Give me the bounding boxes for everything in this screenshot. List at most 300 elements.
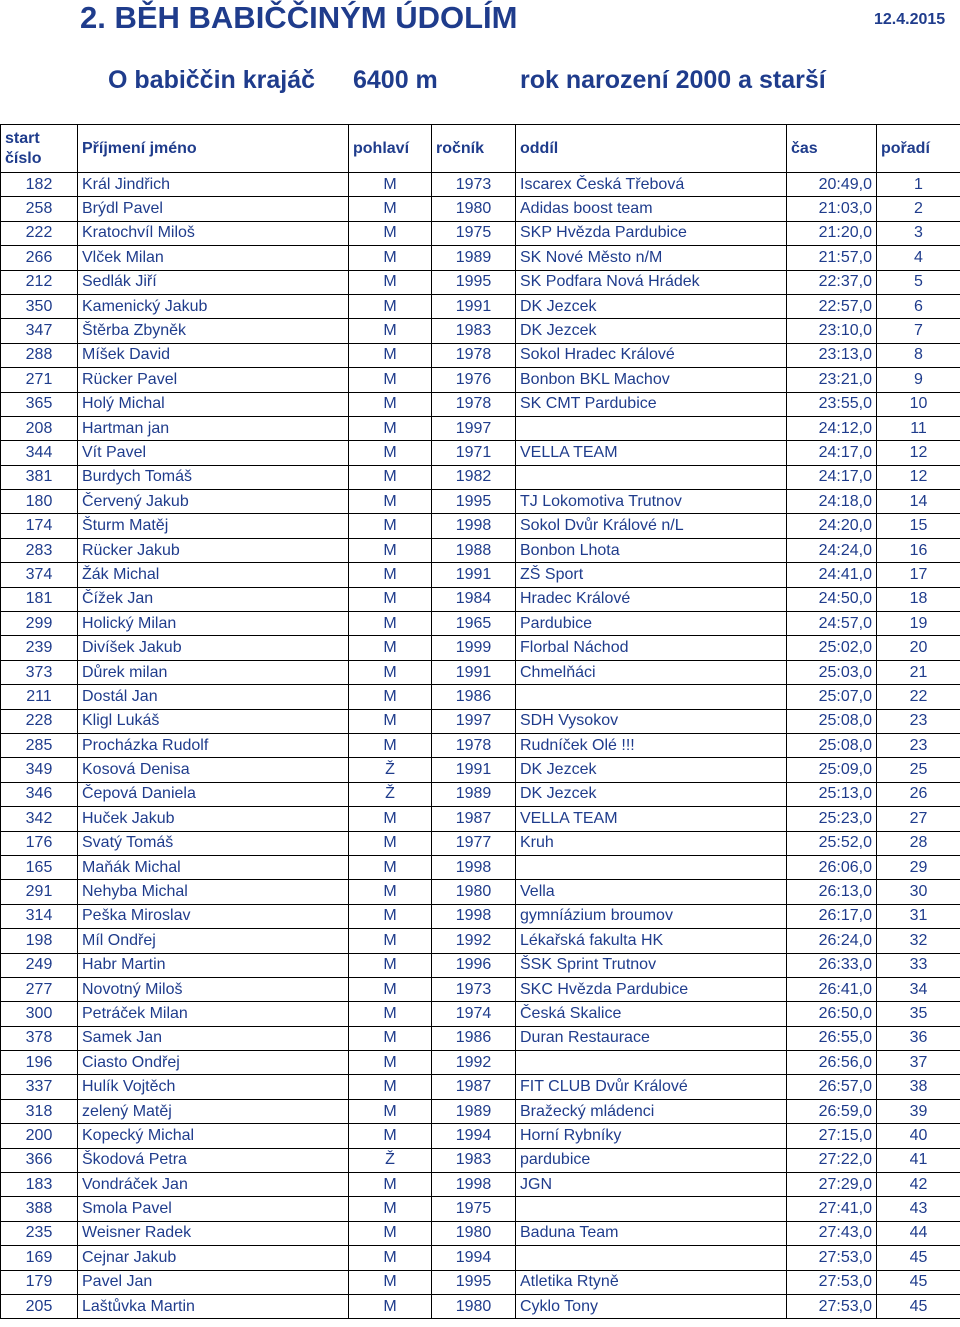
cell-name: Nehyba Michal <box>78 880 349 904</box>
table-row <box>1 343 960 367</box>
cell-rank: 20 <box>877 636 960 660</box>
header-row <box>1 125 960 173</box>
cell-name: Procházka Rudolf <box>78 733 349 757</box>
cell-rank: 22 <box>877 685 960 709</box>
table-row <box>1 1099 960 1123</box>
cell-gender: M <box>349 173 432 197</box>
cell-rank: 32 <box>877 929 960 953</box>
cell-name: Cejnar Jakub <box>78 1246 349 1270</box>
cell-club: DK Jezcek <box>516 782 787 806</box>
cell-time: 26:55,0 <box>787 1026 877 1050</box>
cell-start-number: 169 <box>1 1246 78 1270</box>
cell-year: 1989 <box>432 246 516 270</box>
cell-gender: M <box>349 977 432 1001</box>
table-row <box>1 733 960 757</box>
cell-start-number: 205 <box>1 1294 78 1318</box>
cell-start-number: 179 <box>1 1270 78 1294</box>
cell-gender: M <box>349 1246 432 1270</box>
cell-club: Rudníček Olé !!! <box>516 733 787 757</box>
cell-year: 1995 <box>432 1270 516 1294</box>
table-row <box>1 855 960 879</box>
column-header-start-number <box>1 125 78 173</box>
cell-club: Baduna Team <box>516 1221 787 1245</box>
cell-year: 1987 <box>432 1075 516 1099</box>
column-header-club: oddíl <box>516 125 787 173</box>
cell-gender: M <box>349 319 432 343</box>
cell-club: Duran Restaurace <box>516 1026 787 1050</box>
cell-gender: M <box>349 368 432 392</box>
cell-club: Vella <box>516 880 787 904</box>
cell-club: Horní Rybníky <box>516 1124 787 1148</box>
column-header-time: čas <box>787 125 877 173</box>
cell-time: 27:29,0 <box>787 1173 877 1197</box>
cell-year: 1983 <box>432 319 516 343</box>
cell-club <box>516 1051 787 1075</box>
cell-rank: 15 <box>877 514 960 538</box>
cell-name: Čepová Daniela <box>78 782 349 806</box>
cell-time: 26:13,0 <box>787 880 877 904</box>
cell-start-number: 318 <box>1 1099 78 1123</box>
cell-year: 1989 <box>432 782 516 806</box>
cell-club <box>516 685 787 709</box>
table-row <box>1 660 960 684</box>
cell-rank: 17 <box>877 563 960 587</box>
cell-time: 26:59,0 <box>787 1099 877 1123</box>
column-header-year: ročník <box>432 125 516 173</box>
cell-rank: 31 <box>877 904 960 928</box>
table-row <box>1 587 960 611</box>
table-row <box>1 953 960 977</box>
cell-club: Cyklo Tony <box>516 1294 787 1318</box>
cell-club: pardubice <box>516 1148 787 1172</box>
cell-gender: M <box>349 953 432 977</box>
cell-gender: M <box>349 294 432 318</box>
cell-start-number: 208 <box>1 416 78 440</box>
cell-time: 24:20,0 <box>787 514 877 538</box>
cell-club <box>516 416 787 440</box>
cell-start-number: 373 <box>1 660 78 684</box>
cell-time: 23:55,0 <box>787 392 877 416</box>
table-row <box>1 1002 960 1026</box>
cell-gender: M <box>349 807 432 831</box>
cell-name: Dostál Jan <box>78 685 349 709</box>
cell-time: 23:13,0 <box>787 343 877 367</box>
cell-club: Iscarex Česká Třebová <box>516 173 787 197</box>
cell-name: Holický Milan <box>78 612 349 636</box>
cell-start-number: 235 <box>1 1221 78 1245</box>
cell-time: 26:50,0 <box>787 1002 877 1026</box>
cell-year: 1992 <box>432 929 516 953</box>
cell-year: 1995 <box>432 490 516 514</box>
cell-rank: 43 <box>877 1197 960 1221</box>
cell-gender: M <box>349 904 432 928</box>
cell-name: Peška Miroslav <box>78 904 349 928</box>
cell-year: 1973 <box>432 173 516 197</box>
cell-gender: M <box>349 343 432 367</box>
cell-start-number: 344 <box>1 441 78 465</box>
table-row <box>1 416 960 440</box>
cell-name: Kligl Lukáš <box>78 709 349 733</box>
cell-rank: 16 <box>877 538 960 562</box>
cell-rank: 26 <box>877 782 960 806</box>
cell-start-number: 200 <box>1 1124 78 1148</box>
cell-gender: M <box>349 709 432 733</box>
cell-gender: M <box>349 1051 432 1075</box>
cell-rank: 12 <box>877 465 960 489</box>
cell-gender: M <box>349 246 432 270</box>
cell-year: 1991 <box>432 660 516 684</box>
cell-rank: 45 <box>877 1246 960 1270</box>
cell-club: VELLA TEAM <box>516 441 787 465</box>
cell-time: 21:03,0 <box>787 197 877 221</box>
cell-name: Šturm Matěj <box>78 514 349 538</box>
column-header-gender: pohlaví <box>349 125 432 173</box>
table-row <box>1 1197 960 1221</box>
cell-time: 26:41,0 <box>787 977 877 1001</box>
cell-gender: M <box>349 587 432 611</box>
table-row <box>1 1221 960 1245</box>
cell-name: Samek Jan <box>78 1026 349 1050</box>
cell-club: Atletika Rtyně <box>516 1270 787 1294</box>
cell-name: Sedlák Jiří <box>78 270 349 294</box>
cell-year: 1980 <box>432 1221 516 1245</box>
cell-club: Hradec Králové <box>516 587 787 611</box>
table-row <box>1 1270 960 1294</box>
table-row <box>1 929 960 953</box>
table-row <box>1 246 960 270</box>
cell-gender: M <box>349 221 432 245</box>
cell-year: 1988 <box>432 538 516 562</box>
cell-start-number: 258 <box>1 197 78 221</box>
cell-gender: M <box>349 1197 432 1221</box>
cell-gender: M <box>349 636 432 660</box>
cell-gender: M <box>349 612 432 636</box>
cell-gender: M <box>349 1124 432 1148</box>
cell-rank: 44 <box>877 1221 960 1245</box>
table-row <box>1 977 960 1001</box>
table-row <box>1 636 960 660</box>
cell-year: 1991 <box>432 563 516 587</box>
cell-club: SK Podfara Nová Hrádek <box>516 270 787 294</box>
cell-time: 25:03,0 <box>787 660 877 684</box>
cell-rank: 34 <box>877 977 960 1001</box>
cell-rank: 23 <box>877 709 960 733</box>
cell-start-number: 211 <box>1 685 78 709</box>
table-row <box>1 709 960 733</box>
cell-start-number: 366 <box>1 1148 78 1172</box>
cell-rank: 28 <box>877 831 960 855</box>
cell-time: 27:53,0 <box>787 1246 877 1270</box>
cell-start-number: 285 <box>1 733 78 757</box>
table-row <box>1 368 960 392</box>
cell-rank: 37 <box>877 1051 960 1075</box>
cell-time: 21:57,0 <box>787 246 877 270</box>
cell-gender: M <box>349 1075 432 1099</box>
cell-year: 1991 <box>432 294 516 318</box>
cell-time: 25:52,0 <box>787 831 877 855</box>
cell-club <box>516 465 787 489</box>
cell-time: 24:57,0 <box>787 612 877 636</box>
cell-club <box>516 855 787 879</box>
table-row <box>1 1173 960 1197</box>
cell-rank: 33 <box>877 953 960 977</box>
cell-name: Novotný Miloš <box>78 977 349 1001</box>
cell-rank: 11 <box>877 416 960 440</box>
cell-year: 1971 <box>432 441 516 465</box>
cell-year: 1998 <box>432 855 516 879</box>
cell-time: 26:56,0 <box>787 1051 877 1075</box>
cell-name: Habr Martin <box>78 953 349 977</box>
cell-name: Škodová Petra <box>78 1148 349 1172</box>
cell-start-number: 299 <box>1 612 78 636</box>
cell-club: Bražecký mládenci <box>516 1099 787 1123</box>
cell-time: 24:50,0 <box>787 587 877 611</box>
cell-rank: 9 <box>877 368 960 392</box>
cell-rank: 6 <box>877 294 960 318</box>
cell-year: 1965 <box>432 612 516 636</box>
cell-name: Petráček Milan <box>78 1002 349 1026</box>
column-header-name: Příjmení jméno <box>78 125 349 173</box>
cell-rank: 30 <box>877 880 960 904</box>
cell-club: Florbal Náchod <box>516 636 787 660</box>
cell-rank: 19 <box>877 612 960 636</box>
cell-time: 24:18,0 <box>787 490 877 514</box>
cell-rank: 29 <box>877 855 960 879</box>
table-row <box>1 221 960 245</box>
cell-gender: M <box>349 465 432 489</box>
cell-rank: 14 <box>877 490 960 514</box>
cell-club: Sokol Dvůr Králové n/L <box>516 514 787 538</box>
cell-year: 1997 <box>432 709 516 733</box>
cell-name: Ciasto Ondřej <box>78 1051 349 1075</box>
cell-rank: 21 <box>877 660 960 684</box>
cell-time: 24:17,0 <box>787 465 877 489</box>
cell-name: Červený Jakub <box>78 490 349 514</box>
table-row <box>1 270 960 294</box>
cell-start-number: 165 <box>1 855 78 879</box>
cell-rank: 45 <box>877 1270 960 1294</box>
table-row <box>1 197 960 221</box>
results-table <box>0 124 960 1319</box>
cell-gender: Ž <box>349 782 432 806</box>
cell-rank: 8 <box>877 343 960 367</box>
cell-start-number: 365 <box>1 392 78 416</box>
cell-gender: M <box>349 660 432 684</box>
cell-start-number: 180 <box>1 490 78 514</box>
cell-time: 24:24,0 <box>787 538 877 562</box>
cell-start-number: 342 <box>1 807 78 831</box>
cell-name: Štěrba Zbyněk <box>78 319 349 343</box>
cell-club: SK CMT Pardubice <box>516 392 787 416</box>
cell-rank: 41 <box>877 1148 960 1172</box>
cell-rank: 10 <box>877 392 960 416</box>
cell-time: 26:24,0 <box>787 929 877 953</box>
cell-start-number: 212 <box>1 270 78 294</box>
cell-club: DK Jezcek <box>516 319 787 343</box>
cell-rank: 3 <box>877 221 960 245</box>
cell-start-number: 283 <box>1 538 78 562</box>
cell-start-number: 239 <box>1 636 78 660</box>
table-row <box>1 1246 960 1270</box>
cell-name: Weisner Radek <box>78 1221 349 1245</box>
table-row <box>1 294 960 318</box>
cell-name: Svatý Tomáš <box>78 831 349 855</box>
cell-gender: M <box>349 441 432 465</box>
cell-start-number: 337 <box>1 1075 78 1099</box>
cell-name: Čížek Jan <box>78 587 349 611</box>
cell-year: 1987 <box>432 807 516 831</box>
table-row <box>1 563 960 587</box>
cell-start-number: 271 <box>1 368 78 392</box>
cell-name: Vlček Milan <box>78 246 349 270</box>
table-row <box>1 612 960 636</box>
cell-start-number: 182 <box>1 173 78 197</box>
cell-time: 26:57,0 <box>787 1075 877 1099</box>
cell-rank: 1 <box>877 173 960 197</box>
table-row <box>1 319 960 343</box>
cell-start-number: 374 <box>1 563 78 587</box>
cell-gender: M <box>349 416 432 440</box>
cell-rank: 36 <box>877 1026 960 1050</box>
race-distance: 6400 m <box>353 66 438 94</box>
cell-name: Míl Ondřej <box>78 929 349 953</box>
cell-time: 24:41,0 <box>787 563 877 587</box>
cell-gender: M <box>349 490 432 514</box>
table-row <box>1 758 960 782</box>
cell-year: 1973 <box>432 977 516 1001</box>
cell-rank: 39 <box>877 1099 960 1123</box>
cell-name: Brýdl Pavel <box>78 197 349 221</box>
cell-club: ŠSK Sprint Trutnov <box>516 953 787 977</box>
cell-club: Sokol Hradec Králové <box>516 343 787 367</box>
cell-name: Vít Pavel <box>78 441 349 465</box>
cell-time: 25:02,0 <box>787 636 877 660</box>
cell-name: Míšek David <box>78 343 349 367</box>
cell-year: 1976 <box>432 368 516 392</box>
cell-name: Maňák Michal <box>78 855 349 879</box>
cell-start-number: 381 <box>1 465 78 489</box>
cell-club: SKC Hvězda Pardubice <box>516 977 787 1001</box>
cell-rank: 4 <box>877 246 960 270</box>
cell-time: 27:43,0 <box>787 1221 877 1245</box>
cell-year: 1980 <box>432 197 516 221</box>
cell-year: 1986 <box>432 685 516 709</box>
cell-rank: 25 <box>877 758 960 782</box>
cell-start-number: 346 <box>1 782 78 806</box>
cell-name: Huček Jakub <box>78 807 349 831</box>
cell-time: 23:10,0 <box>787 319 877 343</box>
cell-start-number: 388 <box>1 1197 78 1221</box>
cell-time: 27:41,0 <box>787 1197 877 1221</box>
cell-gender: Ž <box>349 1148 432 1172</box>
cell-club: Bonbon Lhota <box>516 538 787 562</box>
table-row <box>1 1124 960 1148</box>
cell-start-number: 181 <box>1 587 78 611</box>
cell-gender: M <box>349 538 432 562</box>
cell-time: 25:09,0 <box>787 758 877 782</box>
cell-rank: 12 <box>877 441 960 465</box>
cell-year: 1984 <box>432 587 516 611</box>
cell-name: Hulík Vojtěch <box>78 1075 349 1099</box>
cell-gender: M <box>349 685 432 709</box>
cell-gender: M <box>349 514 432 538</box>
race-category: rok narození 2000 a starší <box>520 66 826 94</box>
cell-start-number: 266 <box>1 246 78 270</box>
cell-time: 27:22,0 <box>787 1148 877 1172</box>
table-row <box>1 1294 960 1318</box>
table-row <box>1 441 960 465</box>
cell-time: 26:17,0 <box>787 904 877 928</box>
cell-gender: M <box>349 197 432 221</box>
cell-year: 1980 <box>432 1294 516 1318</box>
cell-gender: M <box>349 563 432 587</box>
cell-time: 27:53,0 <box>787 1270 877 1294</box>
cell-club: SK Nové Město n/M <box>516 246 787 270</box>
cell-year: 1978 <box>432 392 516 416</box>
cell-gender: M <box>349 1294 432 1318</box>
cell-time: 24:12,0 <box>787 416 877 440</box>
cell-club: VELLA TEAM <box>516 807 787 831</box>
cell-start-number: 228 <box>1 709 78 733</box>
cell-gender: M <box>349 1002 432 1026</box>
cell-time: 24:17,0 <box>787 441 877 465</box>
cell-name: Důrek milan <box>78 660 349 684</box>
cell-year: 1994 <box>432 1124 516 1148</box>
cell-rank: 40 <box>877 1124 960 1148</box>
cell-name: Kopecký Michal <box>78 1124 349 1148</box>
cell-year: 1995 <box>432 270 516 294</box>
cell-start-number: 300 <box>1 1002 78 1026</box>
cell-year: 1991 <box>432 758 516 782</box>
cell-club: SKP Hvězda Pardubice <box>516 221 787 245</box>
cell-start-number: 350 <box>1 294 78 318</box>
table-row <box>1 1075 960 1099</box>
cell-name: Laštůvka Martin <box>78 1294 349 1318</box>
cell-rank: 45 <box>877 1294 960 1318</box>
cell-year: 1975 <box>432 1197 516 1221</box>
cell-name: Kratochvíl Miloš <box>78 221 349 245</box>
cell-year: 1989 <box>432 1099 516 1123</box>
cell-time: 21:20,0 <box>787 221 877 245</box>
table-row <box>1 782 960 806</box>
cell-name: Kosová Denisa <box>78 758 349 782</box>
cell-gender: M <box>349 880 432 904</box>
cell-name: Vondráček Jan <box>78 1173 349 1197</box>
cell-year: 1978 <box>432 733 516 757</box>
cell-gender: M <box>349 1026 432 1050</box>
cell-club: Adidas boost team <box>516 197 787 221</box>
event-title: 2. BĚH BABIČČINÝM ÚDOLÍM <box>80 0 518 35</box>
cell-year: 1999 <box>432 636 516 660</box>
cell-start-number: 183 <box>1 1173 78 1197</box>
cell-gender: M <box>349 733 432 757</box>
cell-club: SDH Vysokov <box>516 709 787 733</box>
cell-name: zelený Matěj <box>78 1099 349 1123</box>
cell-time: 23:21,0 <box>787 368 877 392</box>
cell-start-number: 196 <box>1 1051 78 1075</box>
cell-time: 22:57,0 <box>787 294 877 318</box>
cell-gender: M <box>349 1270 432 1294</box>
cell-year: 1994 <box>432 1246 516 1270</box>
cell-time: 26:06,0 <box>787 855 877 879</box>
cell-name: Pavel Jan <box>78 1270 349 1294</box>
cell-year: 1998 <box>432 904 516 928</box>
cell-gender: Ž <box>349 758 432 782</box>
cell-club: Kruh <box>516 831 787 855</box>
cell-name: Rücker Jakub <box>78 538 349 562</box>
table-row <box>1 807 960 831</box>
cell-name: Rücker Pavel <box>78 368 349 392</box>
